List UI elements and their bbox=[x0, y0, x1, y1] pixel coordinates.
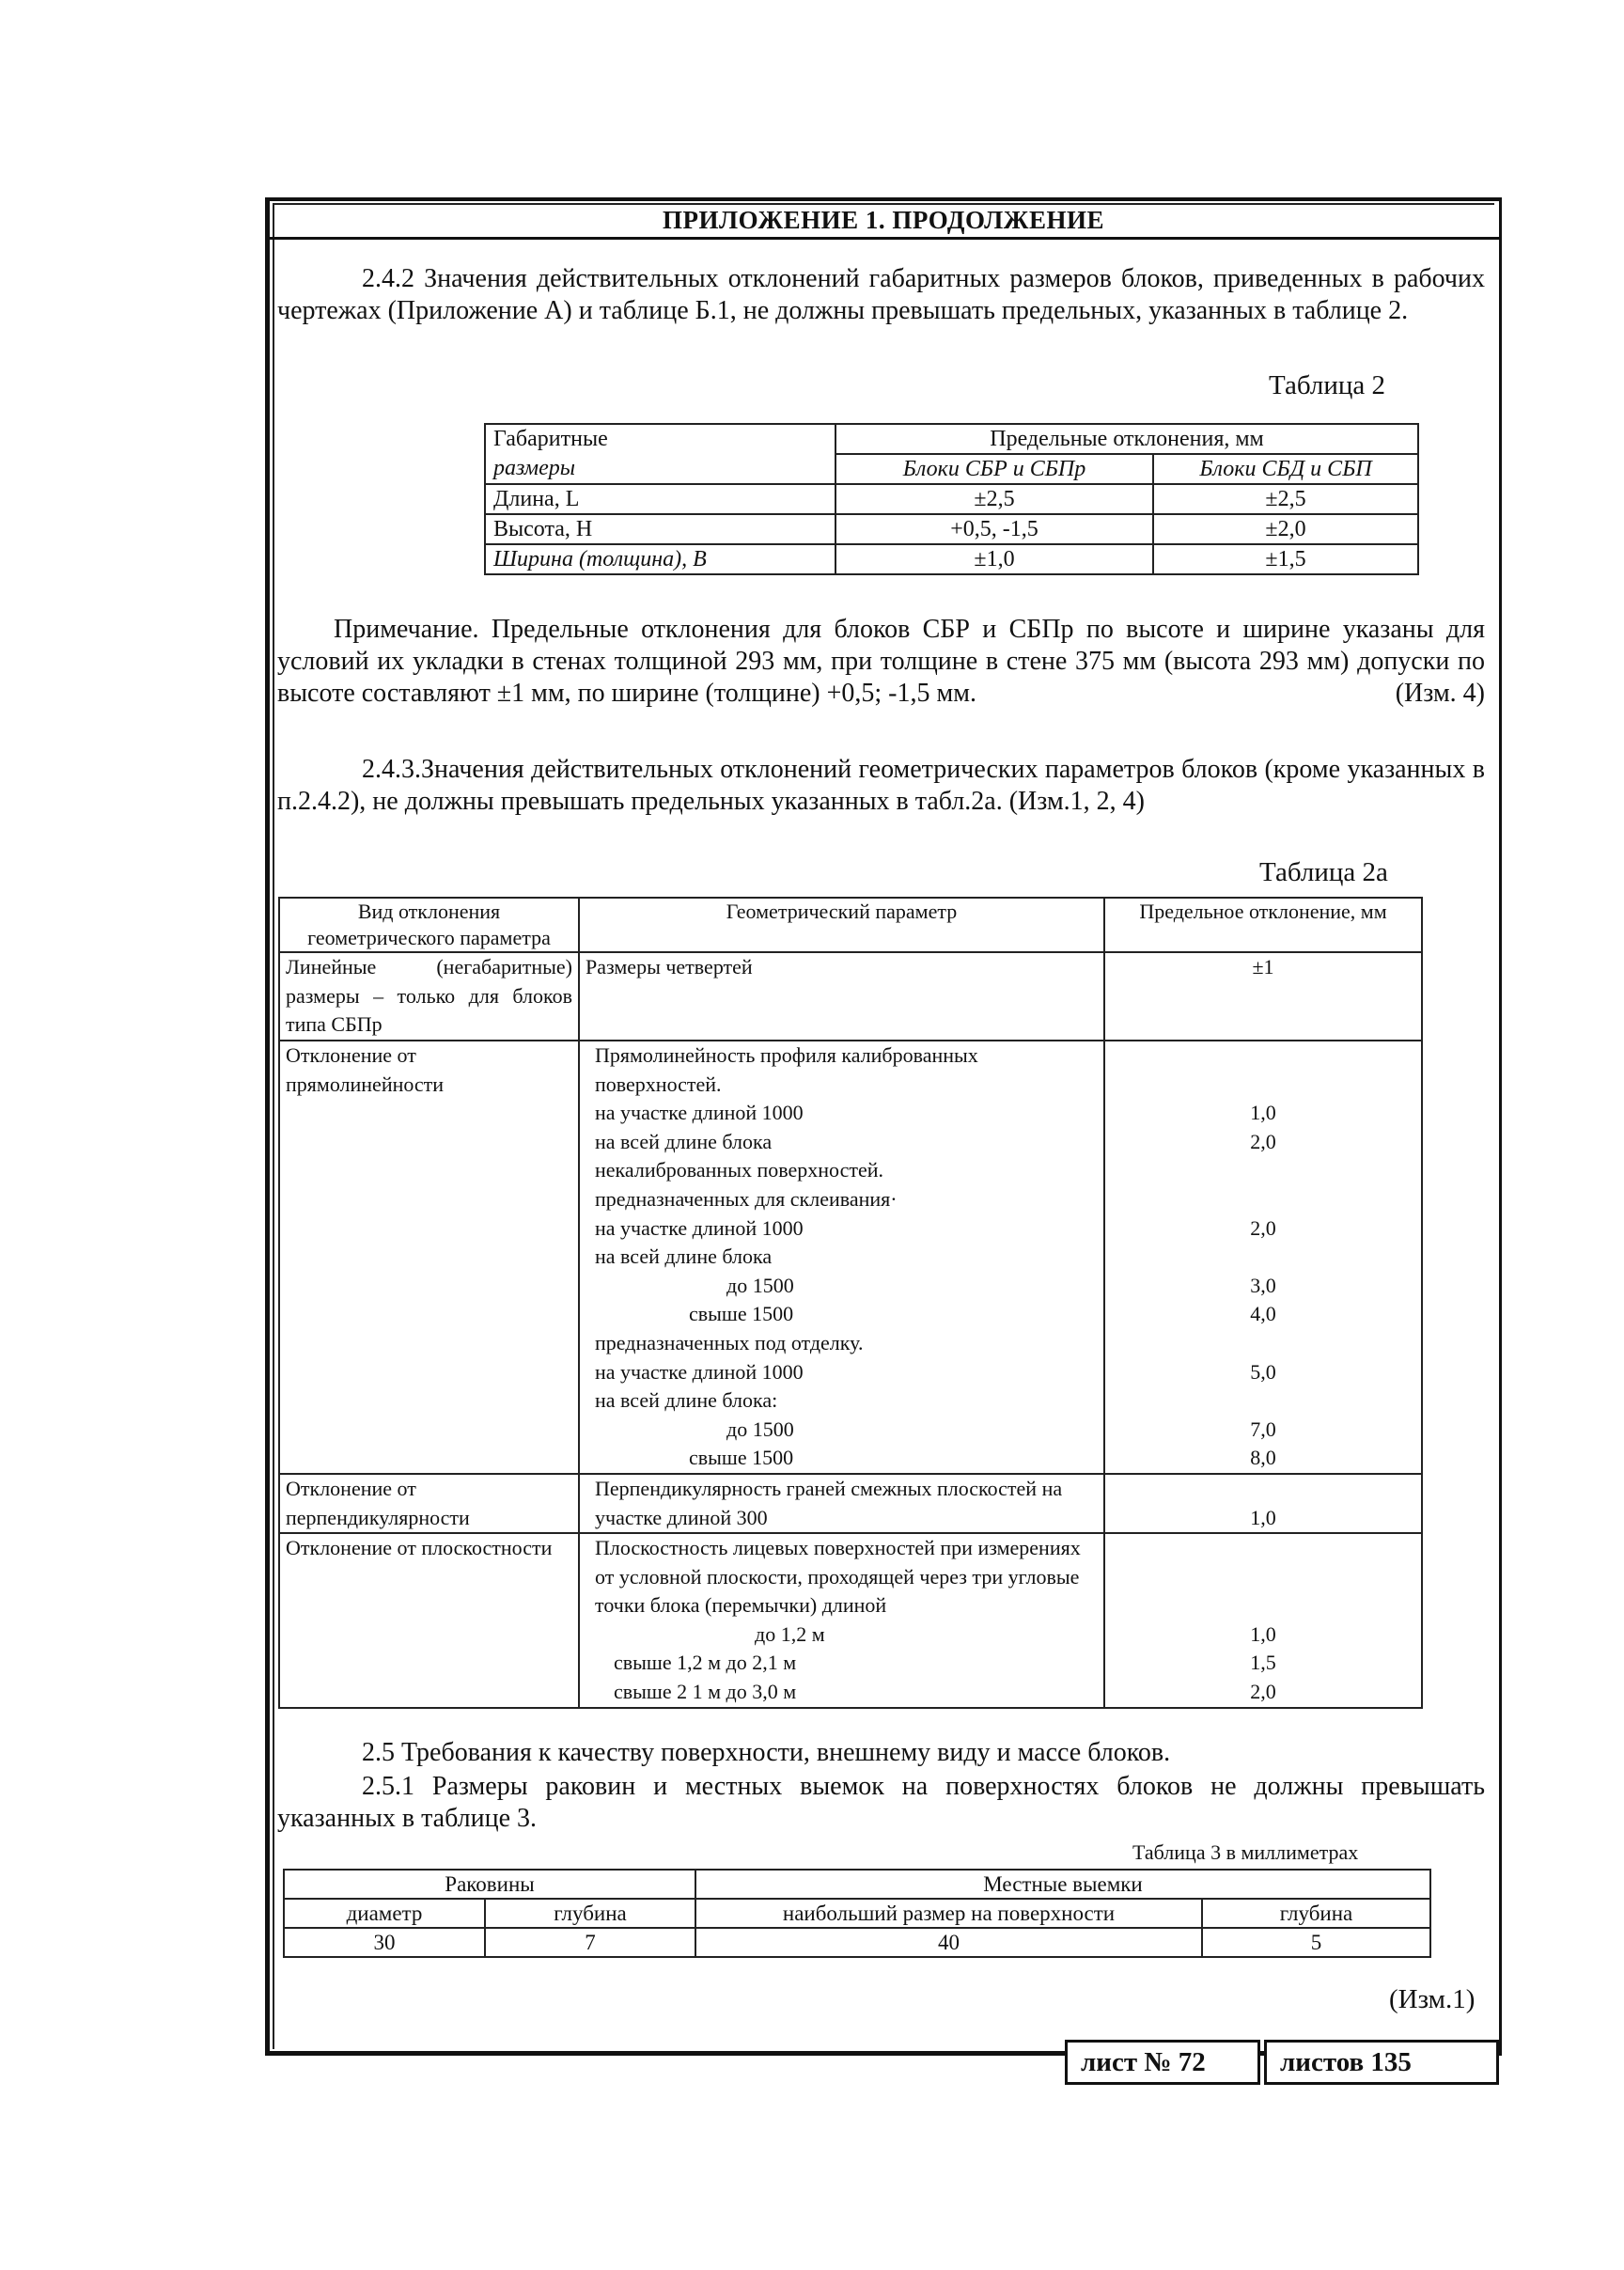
param-line: до 1500 bbox=[726, 1417, 794, 1441]
value-line: 1,0 bbox=[1250, 1621, 1276, 1646]
param-line: свыше 1,2 м до 2,1 м bbox=[614, 1651, 797, 1675]
table3-cell: 30 bbox=[284, 1928, 485, 1957]
param-line: до 1500 bbox=[726, 1273, 794, 1297]
table2a-header-limit: Предельное отклонение, мм bbox=[1104, 898, 1422, 952]
value-line bbox=[1111, 1243, 1415, 1272]
value-line: 1,5 bbox=[1250, 1651, 1276, 1675]
paragraph-2-4-2: 2.4.2 Значения действительных отклонений габаритных размеров блоков, приведенных в рабочих чертежах (Приложение А) и таблице Б.1, не должны превышать предельных, указанных в таблице 2. bbox=[277, 264, 1485, 325]
table-row bbox=[279, 952, 1422, 1041]
value-line: 2,0 bbox=[1250, 1680, 1276, 1704]
param-text: Плоскостность лицевых поверхностей при измерениях от условной плоскости, проходящей через три угловые точки блока (перемычки) длиной bbox=[595, 1536, 1081, 1618]
table3-caption: Таблица 3 в миллиметрах bbox=[1132, 1840, 1359, 1864]
param-line: свыше 1500 bbox=[689, 1446, 794, 1470]
sheet-number: лист № 72 bbox=[1065, 2040, 1260, 2085]
table2-cell: ±2,5 bbox=[835, 484, 1153, 514]
paragraph-2-5: 2.5 Требования к качеству поверхности, внешнему виду и массе блоков. bbox=[362, 1738, 1171, 1767]
value-line bbox=[1111, 1041, 1415, 1071]
value-line: 5,0 bbox=[1250, 1359, 1276, 1384]
note-text: Примечание. Предельные отклонения для блоков СБР и СБПр по высоте и ширине указаны для условий их укладки в стенах толщиной 293 мм, при толщине в стене 375 мм (высота 293 мм) допуски по высоте составляют ±1 мм, по ширине (толщине) +0,5; -1,5 мм. bbox=[277, 615, 1485, 708]
table2-header-dimensions-1: Габаритные bbox=[485, 424, 835, 454]
param-line: на всей длине блока bbox=[595, 1129, 773, 1153]
param-line: предназначенных под отделку. bbox=[595, 1330, 864, 1354]
table3-header: глубина bbox=[485, 1899, 695, 1928]
table3-header: наибольший размер на поверхности bbox=[695, 1899, 1202, 1928]
table3-cell: 5 bbox=[1202, 1928, 1430, 1957]
paragraph-2-5-1: 2.5.1 Размеры раковин и местных выемок на поверхностях блоков не должны превышать указанных в таблице 3. bbox=[277, 1772, 1485, 1833]
table2-header-deviations: Предельные отклонения, мм bbox=[835, 424, 1418, 454]
table2a-kind: Отклонение от плоскостности bbox=[279, 1533, 579, 1708]
table3-cell: 7 bbox=[485, 1928, 695, 1957]
value-line bbox=[1111, 1185, 1415, 1214]
value-line: 4,0 bbox=[1250, 1302, 1276, 1326]
table2-row-name: Ширина (толщина), В bbox=[485, 544, 835, 574]
table2a-value: ±1 bbox=[1104, 952, 1422, 1041]
change-ref-1: (Изм.1) bbox=[1389, 1984, 1476, 2014]
value-line: 8,0 bbox=[1250, 1446, 1276, 1470]
table3-group-cavities: Раковины bbox=[284, 1870, 695, 1899]
table2-caption: Таблица 2 bbox=[1269, 370, 1386, 400]
table3-header: глубина bbox=[1202, 1899, 1430, 1928]
table2-row-name: Высота, Н bbox=[485, 514, 835, 544]
table-2 bbox=[484, 423, 1419, 575]
table-2a bbox=[278, 897, 1423, 1709]
table2a-param: Перпендикулярность граней смежных плоскостей на участке длиной 300 bbox=[579, 1474, 1104, 1533]
value-line: 2,0 bbox=[1250, 1129, 1276, 1153]
param-line: поверхностей. bbox=[595, 1072, 722, 1096]
value-line: 3,0 bbox=[1250, 1273, 1276, 1297]
value-line: 1,0 bbox=[1250, 1101, 1276, 1125]
table2-cell: ±2,0 bbox=[1153, 514, 1418, 544]
param-line: на участке длиной 1000 bbox=[595, 1215, 804, 1240]
table2-row-name: Длина, L bbox=[485, 484, 835, 514]
table2a-caption: Таблица 2а bbox=[1259, 857, 1388, 887]
table2a-kind: Линейные (негабаритные) размеры – только для блоков типа СБПр bbox=[279, 952, 579, 1041]
table2-cell: ±1,5 bbox=[1153, 544, 1418, 574]
param-line: некалиброванных поверхностей. bbox=[595, 1158, 884, 1182]
param-line: на участке длиной 1000 bbox=[595, 1359, 804, 1384]
table2-header-sbd: Блоки СБД и СБП bbox=[1153, 454, 1418, 484]
value-line bbox=[1111, 1071, 1415, 1100]
param-line: на всей длине блока bbox=[595, 1245, 773, 1269]
table2a-header-param: Геометрический параметр bbox=[579, 898, 1104, 952]
table2a-param-lines bbox=[579, 1533, 1104, 1708]
param-line: Прямолинейность профиля калиброванных bbox=[595, 1043, 978, 1067]
table3-header: диаметр bbox=[284, 1899, 485, 1928]
value-line: 2,0 bbox=[1250, 1215, 1276, 1240]
table2a-kind: Отклонение от прямолинейности bbox=[279, 1041, 579, 1474]
table-row bbox=[284, 1928, 1430, 1957]
value-line bbox=[1111, 1329, 1415, 1358]
table-row bbox=[485, 544, 1418, 574]
table2a-kind: Отклонение от перпендикулярности bbox=[279, 1474, 579, 1533]
table2a-value: 1,0 bbox=[1104, 1474, 1422, 1533]
table2a-value-lines bbox=[1104, 1041, 1422, 1474]
param-line: свыше 2 1 м до 3,0 м bbox=[614, 1680, 797, 1704]
table-3 bbox=[283, 1869, 1431, 1958]
table3-cell: 40 bbox=[695, 1928, 1202, 1957]
param-line: свыше 1500 bbox=[689, 1302, 794, 1326]
param-line: на всей длине блока: bbox=[595, 1388, 778, 1413]
value-line bbox=[1111, 1386, 1415, 1416]
param-line: предназначенных для склеивания· bbox=[595, 1186, 898, 1211]
table2a-value-lines bbox=[1104, 1533, 1422, 1708]
table-row bbox=[279, 1533, 1422, 1708]
note-change-ref: (Изм. 4) bbox=[1395, 679, 1485, 708]
paragraph-2-4-3: 2.4.3.Значения действительных отклонений геометрических параметров блоков (кроме указанных в п.2.4.2), не должны превышать предельных указанных в табл.2а. (Изм.1, 2, 4) bbox=[277, 755, 1485, 816]
sheets-total: листов 135 bbox=[1264, 2040, 1499, 2085]
value-line bbox=[1111, 1156, 1415, 1185]
table2-header-sbr: Блоки СБР и СБПр bbox=[835, 454, 1153, 484]
table-row bbox=[485, 514, 1418, 544]
table2-cell: +0,5, -1,5 bbox=[835, 514, 1153, 544]
table2-cell: ±2,5 bbox=[1153, 484, 1418, 514]
note-paragraph bbox=[277, 614, 1485, 710]
table-row bbox=[279, 1474, 1422, 1533]
page-header: ПРИЛОЖЕНИЕ 1. ПРОДОЛЖЕНИЕ bbox=[265, 203, 1502, 240]
table2-cell: ±1,0 bbox=[835, 544, 1153, 574]
table-row bbox=[485, 484, 1418, 514]
param-line: до 1,2 м bbox=[755, 1621, 825, 1646]
value-line: 7,0 bbox=[1250, 1417, 1276, 1441]
param-line: на участке длиной 1000 bbox=[595, 1101, 804, 1125]
table2a-param-lines bbox=[579, 1041, 1104, 1474]
table3-group-dents: Местные выемки bbox=[695, 1870, 1430, 1899]
table2a-header-kind: Вид отклонения геометрического параметра bbox=[279, 898, 579, 952]
table2a-param: Размеры четвертей bbox=[579, 952, 1104, 1041]
table2-header-dimensions-2: размеры bbox=[485, 454, 835, 484]
table-row bbox=[279, 1041, 1422, 1474]
